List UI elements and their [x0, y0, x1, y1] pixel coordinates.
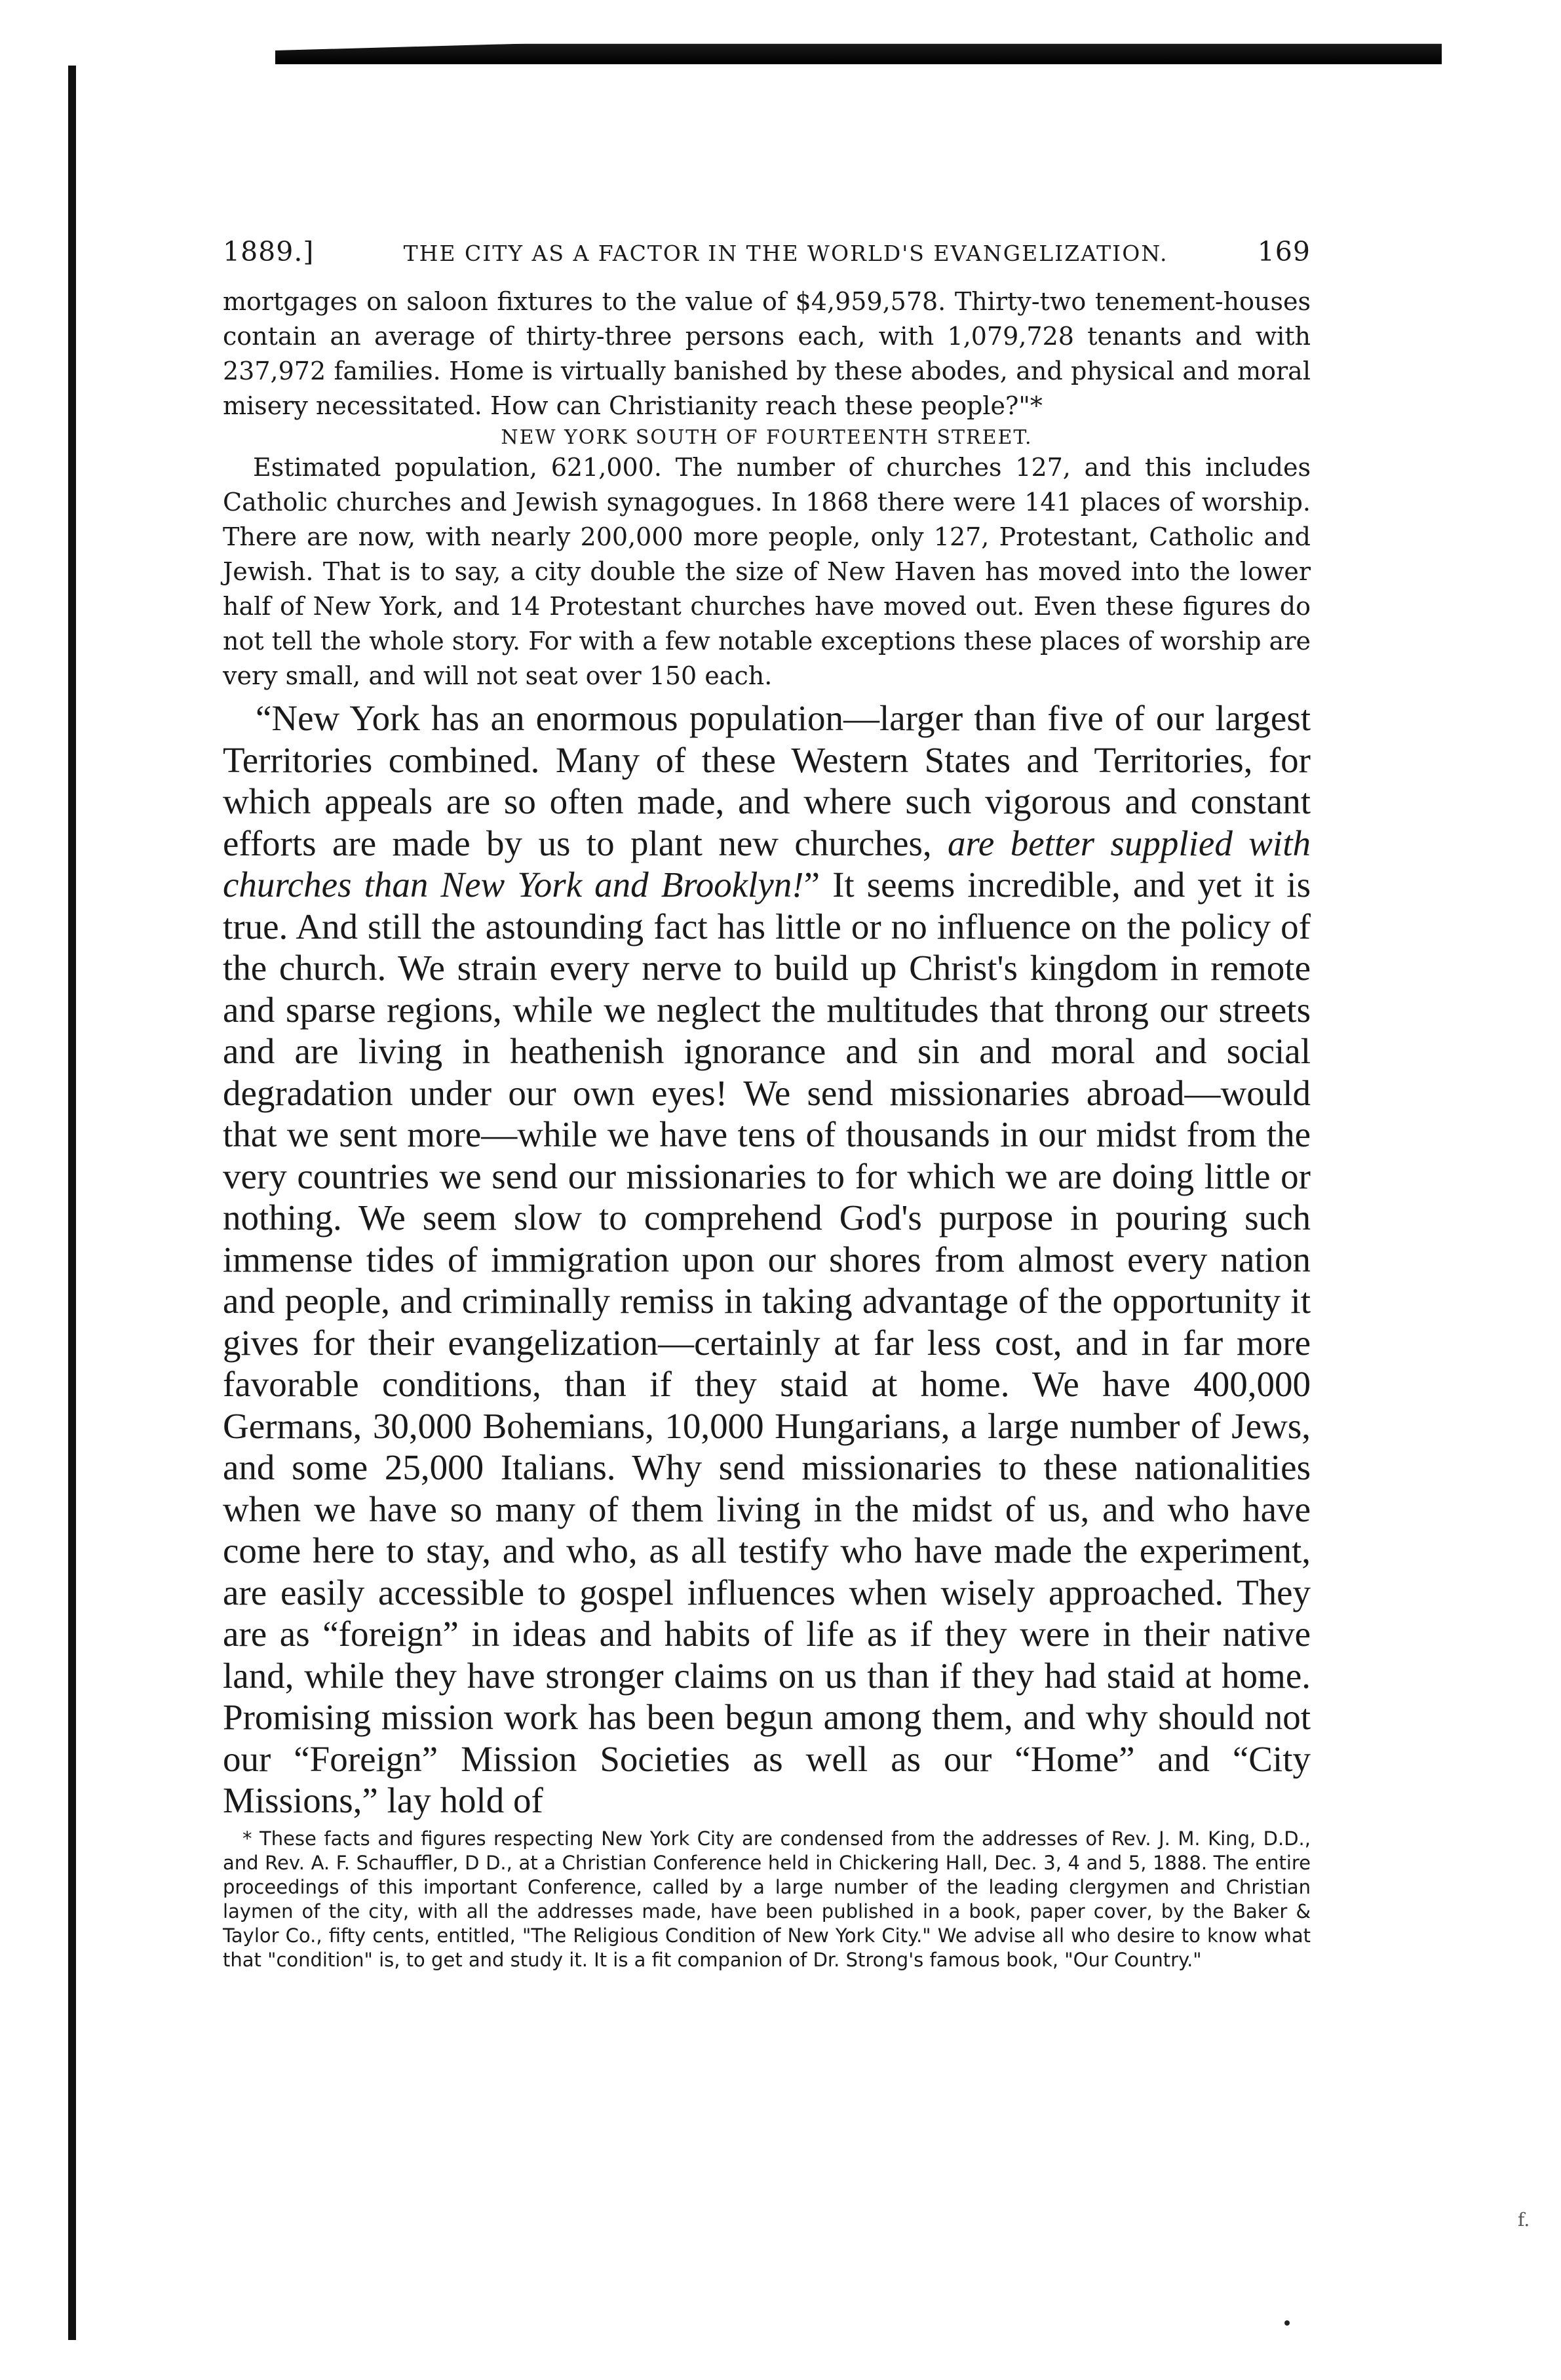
paragraph-population: Estimated population, 621,000. The number of churches 127, and this includes Catholic churches and Jewish synagogues. In 1868 there were 141 places of worship. There are now, with nearly 200,000 more people, only 127, Protestant, Catholic and Jewish. That is to say, a city double the size of New Haven has moved into the lower half of New York, and 14 Protestant churches have moved out. Even these figures do not tell the whole story. For with a few notable exceptions these places of worship are very small, and will not seat over 150 each. — [223, 453, 1311, 690]
page-edge-rule — [68, 66, 76, 2340]
page-number: 169 — [1257, 236, 1311, 267]
footnote: * These facts and figures respecting New York City are condensed from the addresses of Rev. J. M. King, D.D., and Rev. A. F. Schauffler, D D., at a Christian Conference held in Chickering Hall, Dec. 3, 4 and 5, 1888. The entire proceedings of this important Conference, called by a large number of the leading clergymen and Christian laymen of the city, with all the addresses made, have been published in a book, paper cover, by the Baker & Taylor Co., fifty cents, entitled, "The Religious Condition of New York City." We advise all who desire to know what that "condition" is, to get and study it. It is a fit companion of Dr. Strong's famous book, "Our Country." — [223, 1827, 1311, 1971]
page-dot — [1284, 2320, 1290, 2326]
paragraph-mortgages: mortgages on saloon fixtures to the value of $4,959,578. Thirty-two tenement-houses contain an average of thirty-three persons each, with 1,079,728 tenants and with 237,972 families. Home is virtually banished by these abodes, and physical and moral misery necessitated. How can Christianity reach these people?"* — [223, 287, 1311, 420]
quote-text-part-1: “New York has an enormous population—larger than five of our largest Territories combined. Many of these Western States and Territories, for which appeals are so often made, and where such vigorous and constant efforts are made by us to plant new churches, — [223, 698, 1311, 863]
document-page — [223, 236, 1311, 1972]
margin-mark: f. — [1518, 2209, 1530, 2231]
quote-text-part-2: ” It seems incredible, and yet it is true. And still the astounding fact has little or no influence on the policy of the church. We strain every nerve to build up Christ's kingdom in remote and sparse regions, while we neglect the multitudes that throng our streets and are living in heathenish ignorance and sin and moral and social degradation under our own eyes! We send missionaries abroad—would that we sent more—while we have tens of thousands in our midst from the very countries we send our missionaries to for which we are doing little or nothing. We seem slow to comprehend God's purpose in pouring such immense tides of immigration upon our shores from almost every nation and people, and criminally remiss in taking advantage of the opportunity it gives for their evangelization—certainly at far less cost, and in far more favorable conditions, than if they staid at home. We have 400,000 Germans, 30,000 Bohemians, 10,000 Hungarians, a large number of Jews, and some 25,000 Italians. Why send missionaries to these nationalities when we have so many of them living in the midst of us, and who have come here to stay, and who, as all testify who have made the experiment, are easily accessible to gospel influences when wisely approached. They are as “foreign” in ideas and habits of life as if they were in their native land, while they have stronger claims on us than if they had staid at home. Promising mission work has been begun among them, and why should not our “Foreign” Mission Societies as well as our “Home” and “City Missions,” lay hold of — [223, 865, 1311, 1820]
paragraph-new-york-quote — [223, 697, 1311, 1822]
quote-italic-text: are better supplied with churches than New York and Brooklyn! — [223, 823, 1311, 905]
running-head-title: THE CITY AS A FACTOR IN THE WORLD'S EVANGELIZATION. — [403, 241, 1168, 266]
running-head — [223, 236, 1311, 267]
section-heading: NEW YORK SOUTH OF FOURTEENTH STREET. — [501, 426, 1033, 449]
top-scan-shadow — [275, 18, 1442, 64]
running-head-year: 1889.] — [223, 236, 315, 267]
